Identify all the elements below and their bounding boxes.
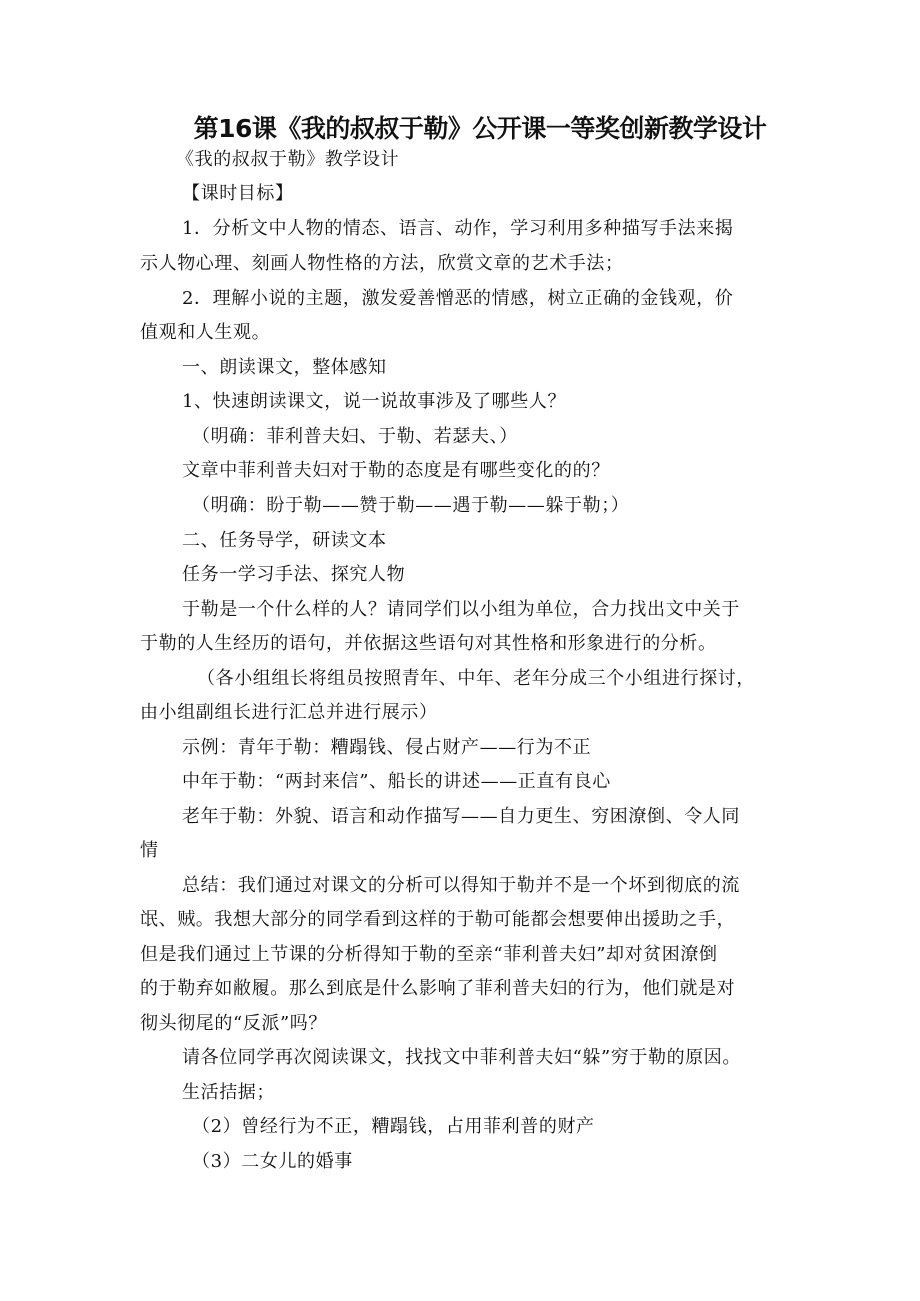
task-1-paragraph-line-2: 于勒的人生经历的语句，并依据这些语句对其性格和形象进行的分析。: [140, 633, 717, 654]
group-note-line-1: （各小组组长将组员按照青年、中年、老年分成三个小组进行探讨，: [197, 668, 755, 689]
section-heading-tasks: 二、任务导学，研读文本: [182, 530, 387, 551]
example-old-age-line-1: 老年于勒：外貌、语言和动作描写——自力更生、穷困潦倒、令人同: [182, 806, 740, 827]
summary-line-2: 氓、贼。我想大部分的同学看到这样的于勒可能都会想要伸出援助之手，: [140, 909, 736, 930]
section-heading-reading: 一、朗读课文，整体感知: [182, 357, 387, 378]
document-title: 第16课《我的叔叔于勒》公开课一等奖创新教学设计: [193, 114, 767, 143]
task-1-heading: 任务一学习手法、探究人物: [182, 564, 406, 585]
example-old-age-line-2: 情: [140, 840, 159, 861]
subtitle: 《我的叔叔于勒》教学设计: [176, 149, 400, 170]
summary-line-5: 彻头彻尾的“反派”吗？: [140, 1013, 328, 1034]
question-1: 1、快速朗读课文，说一说故事涉及了哪些人？: [182, 391, 567, 412]
answer-2: （明确：盼于勒——赞于勒——遇于勒——躲于勒；）: [192, 495, 630, 516]
summary-line-4: 的于勒弃如敝履。那么到底是什么影响了菲利普夫妇的行为，他们就是对: [140, 978, 736, 999]
summary-line-1: 总结：我们通过对课文的分析可以得知于勒并不是一个坏到彻底的流: [182, 875, 740, 896]
reason-3: （3）二女儿的婚事: [192, 1151, 353, 1172]
example-youth: 示例：青年于勒：糟蹋钱、侵占财产——行为不正: [182, 737, 592, 758]
reason-1: 生活拮据；: [182, 1082, 275, 1103]
objective-2-line-1: 2．理解小说的主题，激发爱善憎恶的情感，树立正确的金钱观，价: [182, 288, 734, 309]
reason-2: （2）曾经行为不正，糟蹋钱，占用菲利普的财产: [192, 1116, 595, 1137]
question-2: 文章中菲利普夫妇对于勒的态度是有哪些变化的的？: [182, 460, 610, 481]
answer-1: （明确：菲利普夫妇、于勒、若瑟夫、）: [192, 426, 518, 447]
reading-instruction: 请各位同学再次阅读课文，找找文中菲利普夫妇“躲”穷于勒的原因。: [182, 1047, 742, 1068]
objective-2-line-2: 值观和人生观。: [140, 322, 271, 343]
example-middle-age: 中年于勒：“两封来信”、船长的讲述——正直有良心: [182, 771, 611, 792]
objective-1-line-1: 1．分析文中人物的情态、语言、动作，学习利用多种描写手法来揭: [182, 218, 734, 239]
group-note-line-2: 由小组副组长进行汇总并进行展示）: [140, 702, 438, 723]
summary-line-3: 但是我们通过上节课的分析得知于勒的至亲“菲利普夫妇”却对贫困潦倒: [140, 944, 718, 965]
section-heading-objectives: 【课时目标】: [182, 183, 294, 204]
objective-1-line-2: 示人物心理、刻画人物性格的方法，欣赏文章的艺术手法；: [140, 253, 624, 274]
task-1-paragraph-line-1: 于勒是一个什么样的人？请同学们以小组为单位，合力找出文中关于: [182, 599, 740, 620]
